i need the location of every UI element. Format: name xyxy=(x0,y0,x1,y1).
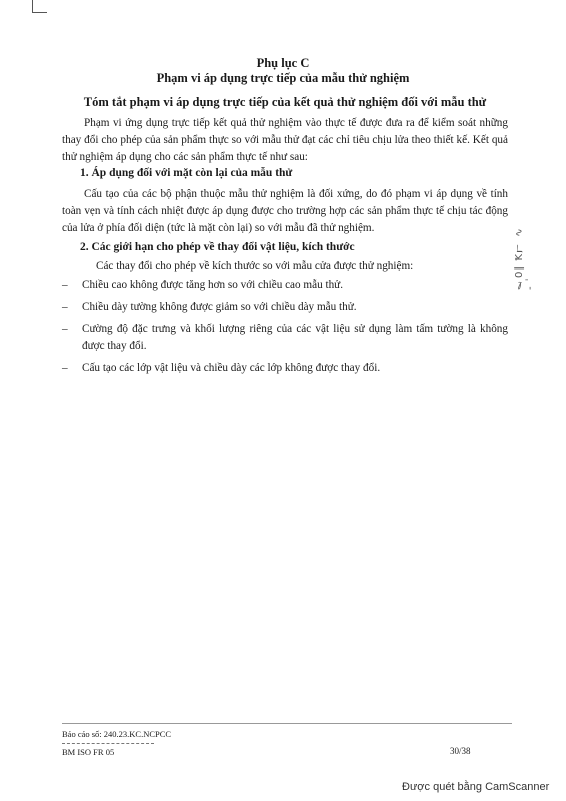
allowed-changes-list xyxy=(62,277,508,382)
scanner-watermark: Được quét bằng CamScanner xyxy=(402,781,550,793)
footer-dotted-divider xyxy=(62,743,154,744)
list-item xyxy=(62,277,508,294)
section-2-heading: 2. Các giới hạn cho phép về thay đổi vật liệu, kích thước xyxy=(80,241,355,253)
report-number: Báo cáo số: 240.23.KC.NCPCC xyxy=(62,729,172,739)
section-2-intro: Các thay đổi cho phép về kích thước so với mẫu cửa được thử nghiệm: xyxy=(96,260,414,272)
page-number: 30/38 xyxy=(450,746,471,756)
section-1-heading: 1. Áp dụng đối với mặt còn lại của mẫu thử xyxy=(80,167,293,179)
appendix-subtitle: Phạm vi áp dụng trực tiếp của mẫu thử nghiệm xyxy=(156,71,410,85)
list-item-text: Chiều dày tường không được giảm so với chiều dày mẫu thử. xyxy=(82,301,357,313)
list-item-text: Chiều cao không được tăng hơn so với chiều cao mẫu thử. xyxy=(82,279,344,291)
list-item-text: Cấu tạo các lớp vật liệu và chiều dày các lớp không được thay đổi. xyxy=(82,362,381,374)
section-1-body: Cấu tạo của các bộ phận thuộc mẫu thử nghiệm là đối xứng, do đó phạm vi áp dụng về tính toàn vẹn và tính cách nhiệt được áp dụng được cho trường hợp các sản phẩm thực tế chịu tác động của lửa ở phía đối diện (tức là mặt còn lại) so với mẫu đã thử nghiệm. xyxy=(62,188,508,234)
crop-mark xyxy=(32,0,47,13)
dash-marker: – xyxy=(62,301,68,313)
summary-title: Tóm tắt phạm vi áp dụng trực tiếp của kết quả thử nghiệm đối với mẫu thử xyxy=(83,95,487,109)
intro-paragraph: Phạm vi ứng dụng trực tiếp kết quả thử nghiệm vào thực tế được đưa ra để kiểm soát những thay đổi cho phép của sản phẩm thực so với mẫu thử đạt các chỉ tiêu chịu lửa theo thiết kế. Kết quả thử nghiệm áp dụng cho các sản phẩm thực tế như sau: xyxy=(62,117,508,163)
list-item xyxy=(62,299,508,316)
dash-marker: – xyxy=(62,279,68,291)
footer-divider xyxy=(62,723,512,724)
dash-marker: – xyxy=(62,362,68,374)
list-item xyxy=(62,360,508,377)
form-code: BM ISO FR 05 xyxy=(62,747,115,757)
dash-marker: – xyxy=(62,323,68,335)
list-item xyxy=(62,321,508,355)
list-item-text: Cường độ đặc trưng và khối lượng riêng của các vật liệu sử dụng làm tấm tường là không được thay đổi. xyxy=(82,323,508,352)
appendix-label: Phụ lục C xyxy=(256,56,310,70)
margin-stamp: ℓ0∥ Ꝁℸ ∿ ‐ ˈ xyxy=(514,227,536,290)
